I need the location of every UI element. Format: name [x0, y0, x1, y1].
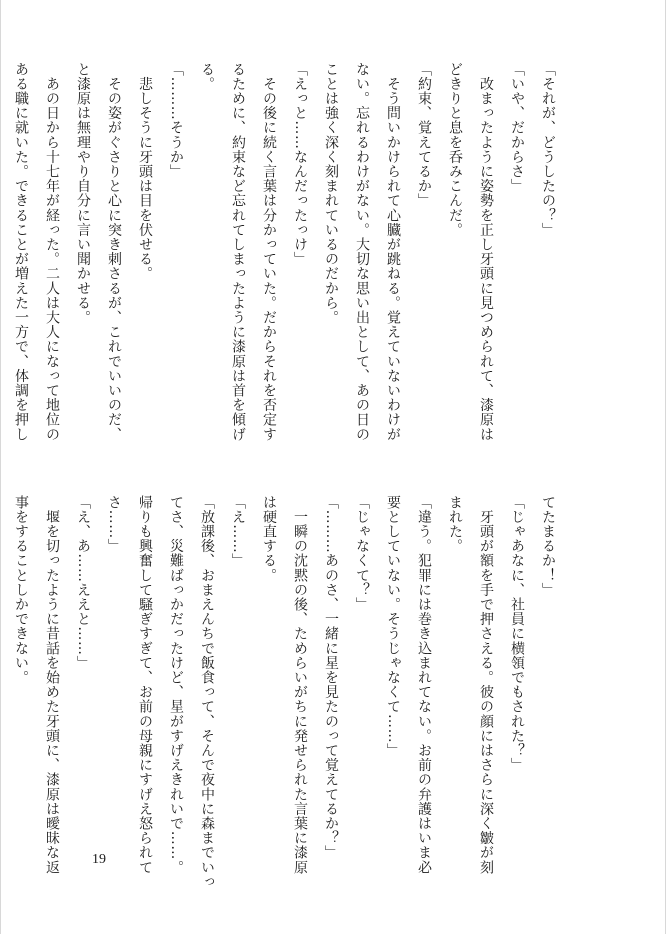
text-block-upper [5, 62, 563, 462]
text-line: そう問いかけられて心臓が跳ねる。覚えていないわけが [385, 62, 401, 442]
text-line: 要としていない。そうじゃなくて……」 [385, 495, 401, 758]
text-line: 牙頭が額を手で押さえる。彼の顔にはさらに深く皺が刻 [478, 495, 494, 875]
text-line: 事をすることしかできない。 [13, 495, 29, 685]
page-number: 19 [92, 852, 106, 867]
text-line: 「それが、どうしたの？」 [540, 62, 556, 238]
text-line: る。 [199, 62, 215, 92]
text-line: 「え、あ……ええと……」 [75, 495, 91, 671]
text-line: てさ、災難ばっかだったけど、星がすげえきれいで……。 [168, 495, 184, 875]
text-line: 「約束、覚えてるか」 [416, 62, 432, 208]
text-line: ことは強く深く刻まれているのだから。 [323, 62, 339, 325]
text-line: 「いや、だからさ」 [509, 62, 525, 194]
text-line: 一瞬の沈黙の後、ためらいがちに発せられた言葉に漆原 [292, 495, 308, 875]
text-line: と漆原は無理やり自分に言い聞かせる。 [75, 62, 91, 325]
text-line: てたまるか！」 [540, 495, 556, 598]
text-line: るために、約束など忘れてしまったように漆原は首を傾げ [230, 62, 246, 442]
text-line: その後に続く言葉は分かっていた。だからそれを否定す [261, 62, 277, 442]
text-line: 「………そうか」 [168, 62, 184, 179]
text-line: 「違う。犯罪には巻き込まれてない。お前の弁護はいま必 [416, 495, 432, 875]
text-line: ある職に就いた。できることが増えた一方で、体調を押し [13, 62, 29, 442]
text-line: あの日から十七年が経った。二人は大人になって地位の [44, 62, 60, 442]
text-line: 「………あのさ、一緒に星を見たのって覚えてるか？」 [323, 495, 339, 860]
text-line: まれた。 [447, 495, 463, 554]
text-line: 「え……」 [230, 495, 246, 568]
text-line: 「じゃあなに、社員に横領でもされた？」 [509, 495, 525, 773]
text-line: さ……」 [106, 495, 122, 554]
text-line: は硬直する。 [261, 495, 277, 583]
text-line: 悲しそうに牙頭は目を伏せる。 [137, 62, 153, 281]
text-line: 改まったように姿勢を正し牙頭に見つめられて、漆原は [478, 62, 494, 442]
text-line: 「じゃなくて？」 [354, 495, 370, 612]
text-line: その姿がぐさりと心に突き刺さるが、これでいいのだ、 [106, 62, 122, 442]
text-line: 帰りも興奮して騒ぎすぎて、お前の母親にすげえ怒られて [137, 495, 153, 875]
text-line: 「放課後、おまえんちで飯食って、そんで夜中に森までいっ [199, 495, 215, 890]
text-line: 堰を切ったように昔話を始めた牙頭に、漆原は曖昧な返 [44, 495, 60, 875]
text-line: 「えっと……なんだったっけ」 [292, 62, 308, 267]
text-line: ない。忘れるわけがない。大切な思い出として、あの日の [354, 62, 370, 442]
text-line: どきりと息を呑みこんだ。 [447, 62, 463, 238]
